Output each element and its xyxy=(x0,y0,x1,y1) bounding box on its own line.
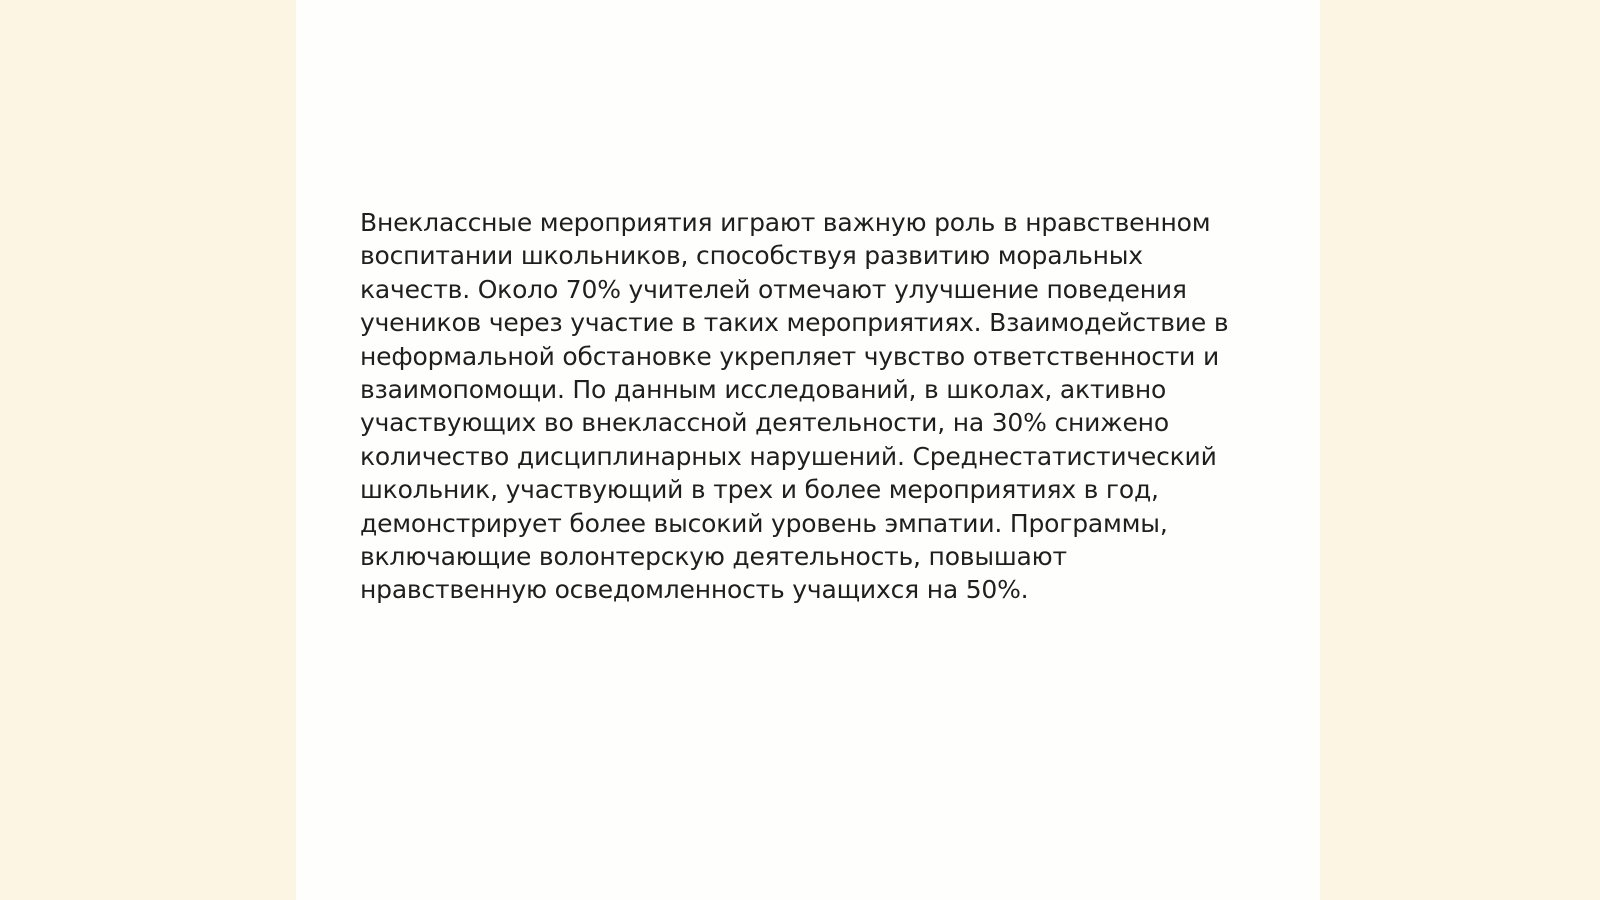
body-paragraph: Внеклассные мероприятия играют важную роль в нравственном воспитании школьников, способствуя развитию моральных качеств. Около 70% учителей отмечают улучшение поведения учеников через участие в таких мероприятиях. Взаимодействие в неформальной обстановке укрепляет чувство ответственности и взаимопомощи. По данным исследований, в школах, активно участвующих во внеклассной деятельности, на 30% снижено количество дисциплинарных нарушений. Среднестатистический школьник, участвующий в трех и более мероприятиях в год, демонстрирует более высокий уровень эмпатии. Программы, включающие волонтерскую деятельность, повышают нравственную осведомленность учащихся на 50%. xyxy=(360,208,1229,605)
slide-page xyxy=(296,0,1320,900)
left-margin-background xyxy=(0,0,296,900)
right-margin-background xyxy=(1320,0,1600,900)
